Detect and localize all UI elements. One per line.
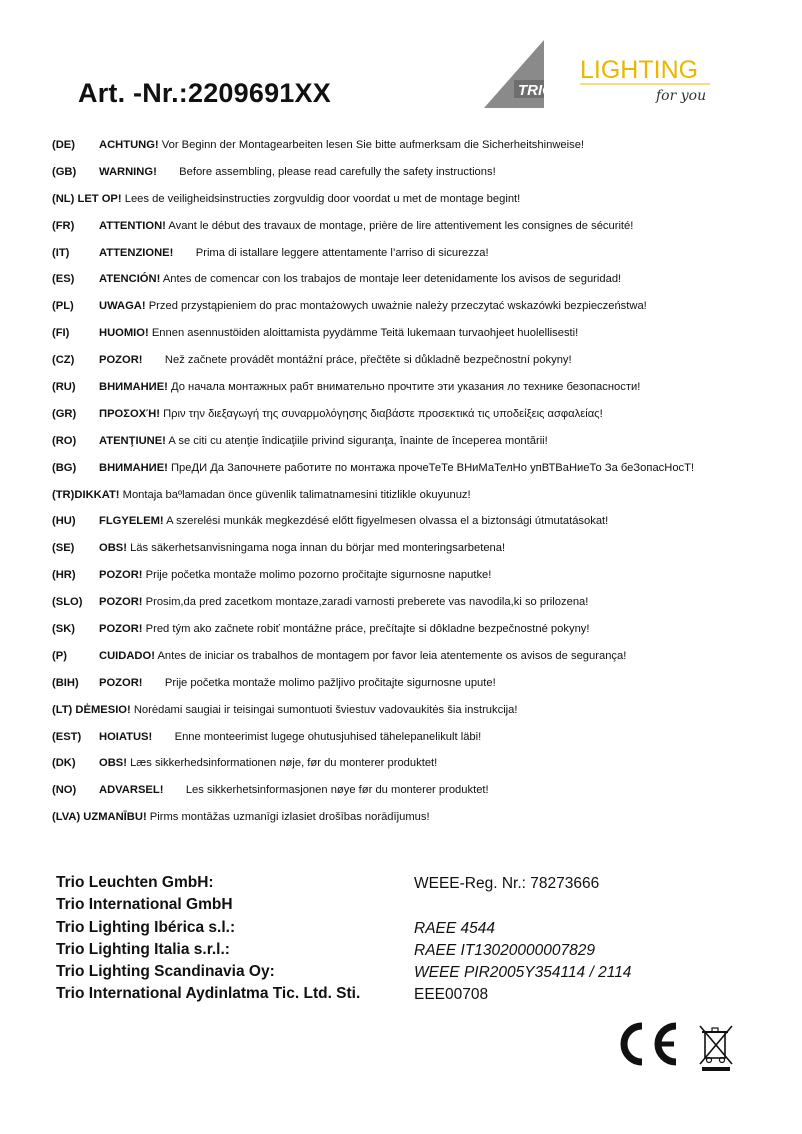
warning-word: ΠΡΟΣΟΧΉ!: [99, 407, 160, 420]
warning-line: [52, 703, 782, 730]
warning-line: [52, 649, 782, 676]
warning-line: [52, 353, 782, 380]
warning-text: До начала монтажных рабт внимательно прочтите эти указания ло технике безопасности!: [171, 381, 641, 394]
warning-text: Antes de comencar con los trabajos de montaje leer detenidamente los avisos de seguridad!: [162, 273, 622, 286]
warning-word: ATTENZIONE!: [99, 246, 174, 259]
warning-text: Ennen asennustöiden aloittamista pyydämme Teitä lukemaan turvaohjeet huolellisesti!: [151, 327, 579, 340]
language-code: (CZ): [52, 354, 75, 367]
warning-line: [52, 434, 782, 461]
warning-word: UWAGA!: [99, 300, 146, 313]
trio-lighting-logo: [484, 40, 744, 112]
company-item: Trio Lighting Italia s.r.l.:: [56, 940, 230, 958]
warning-word: ATENCIÓN!: [99, 273, 161, 286]
warning-word: POZOR!: [99, 623, 143, 636]
language-code: (BIH): [52, 676, 79, 689]
warning-word: UZMANĪBU!: [83, 811, 147, 824]
company-list: [56, 873, 396, 1007]
warning-line: [52, 299, 782, 326]
warning-word: POZOR!: [99, 569, 143, 582]
warning-word: POZOR!: [99, 354, 143, 367]
warning-word: POZOR!: [99, 676, 143, 689]
warning-text: Prije početka montaže molimo pozorno pročitajte sigurnosne naputke!: [145, 569, 492, 582]
warning-line: [52, 488, 782, 515]
warning-line: [52, 326, 782, 353]
warning-text: Vor Beginn der Montagearbeiten lesen Sie bitte aufmerksam die Sicherheitshinweise!: [161, 139, 585, 151]
warning-line: [52, 461, 782, 488]
warning-line: [52, 541, 782, 568]
warning-text: Læs sikkerhedsinformationen nøje, før du monterer produktet!: [130, 757, 438, 770]
language-code: (LVA): [52, 811, 81, 824]
language-code: (IT): [52, 246, 70, 259]
logo-tagline: for you: [656, 88, 707, 104]
warning-line: [52, 756, 782, 783]
company-item: Trio Leuchten GmbH:: [56, 874, 214, 891]
language-code: (DE): [52, 139, 75, 151]
warning-text: Prima di istallare leggere attentamente l’arriso di sicurezza!: [195, 246, 489, 259]
warning-word: DIKKAT!: [74, 488, 120, 501]
registration-spacer: [414, 896, 714, 918]
warning-word: DĖMESIO!: [75, 703, 131, 716]
language-code: (ES): [52, 273, 75, 286]
language-code: (BG): [52, 461, 77, 474]
safety-warnings-list: [52, 138, 782, 837]
warning-text: Przed przystąpieniem do prac montażowych uważnie należy przeczytać wskazówki bezpieczeństwa!: [148, 300, 647, 313]
warning-line: [52, 810, 782, 837]
warning-word: OBS!: [99, 757, 127, 770]
warning-word: WARNING!: [99, 165, 157, 178]
language-code: (SE): [52, 542, 75, 555]
warning-word: HUOMIO!: [99, 327, 149, 340]
warning-text: Before assembling, please read carefully the safety instructions!: [179, 165, 496, 178]
language-code: (SLO): [52, 596, 83, 609]
logo-brand: TRIO: [518, 82, 554, 99]
warning-text: Pred tým ako začnete robiť montážne práce, prečítajte si dôkladne bezpečnostné pokyny!: [145, 623, 590, 636]
language-code: (PL): [52, 300, 74, 313]
warning-line: [52, 407, 782, 434]
warning-text: Avant le début des travaux de montage, prière de lire attentivement les consignes de sécurité!: [168, 219, 634, 232]
language-code: (NL): [52, 192, 75, 205]
registration-item: WEEE PIR2005Y354114 / 2114: [414, 964, 632, 982]
language-code: (GR): [52, 407, 77, 420]
warning-word: FLGYELEM!: [99, 515, 164, 528]
warning-text: Prosim,da pred zacetkom montaze,zaradi varnosti preberete vas navodila,ki so prilozena!: [145, 596, 589, 609]
warning-word: ACHTUNG!: [99, 139, 159, 151]
language-code: (HU): [52, 515, 76, 528]
registration-item: EEE00708: [414, 986, 489, 1004]
warning-word: OBS!: [99, 542, 127, 555]
warning-text: A szerelési munkák megkezdésé előtt figyelmesen olvassa el a biztonsági útmutatásokat!: [166, 515, 609, 528]
warning-line: [52, 730, 782, 757]
warning-line: [52, 783, 782, 810]
warning-line: [52, 165, 782, 192]
language-code: (SK): [52, 623, 75, 636]
registration-item: WEEE-Reg. Nr.: 78273666: [414, 875, 600, 892]
registration-list: [414, 874, 714, 1008]
warning-word: HOIATUS!: [99, 730, 153, 743]
language-code: (P): [52, 649, 67, 662]
warning-word: ATENŢIUNE!: [99, 434, 166, 447]
warning-text: Než začnete provádět montážní práce, přečtěte si důkladně bezpečnostní pokyny!: [164, 354, 572, 367]
warning-text: Pirms montāžas uzmanīgi izlasiet drošības norādījumus!: [149, 811, 430, 824]
ce-mark-icon: [612, 1020, 680, 1068]
warning-word: ADVARSEL!: [99, 784, 164, 797]
warning-word: ВНИМАНИЕ!: [99, 381, 168, 394]
company-item: Trio Lighting Ibérica s.l.:: [56, 918, 236, 936]
warning-line: [52, 192, 782, 219]
warning-text: Prije početka montaže molimo pažljivo pročitajte sigurnosne upute!: [164, 676, 496, 689]
warning-line: [52, 272, 782, 299]
language-code: (EST): [52, 730, 82, 743]
language-code: (RO): [52, 434, 77, 447]
article-number: Art. -Nr.:2209691XX: [78, 78, 331, 108]
registration-item: RAEE IT13020000007829: [414, 941, 595, 959]
weee-bin-icon: [696, 1022, 736, 1072]
warning-word: POZOR!: [99, 596, 143, 609]
warning-line: [52, 514, 782, 541]
warning-line: [52, 622, 782, 649]
language-code: (TR): [52, 488, 75, 501]
warning-word: CUIDADO!: [99, 649, 155, 662]
warning-word: ATTENTION!: [99, 219, 166, 232]
logo-word: LIGHTING: [580, 56, 699, 84]
warning-line: [52, 246, 782, 273]
language-code: (GB): [52, 165, 77, 178]
warning-line: [52, 676, 782, 703]
language-code: (FI): [52, 327, 70, 340]
language-code: (HR): [52, 569, 76, 582]
warning-text: Les sikkerhetsinformasjonen nøye før du monterer produktet!: [185, 784, 489, 797]
company-item: Trio International Aydinlatma Tic. Ltd. Sti.: [56, 985, 361, 1003]
warning-line: [52, 219, 782, 246]
warning-line: [52, 595, 782, 622]
warning-text: Πριν την διεξαγωγή της συναρμολόγησης διαβάστε προσεκτικά τις υποδείξεις ασφαλείας!: [163, 407, 603, 420]
warning-line: [52, 380, 782, 407]
warning-text: A se citi cu atenţie îndicaţiile privind siguranţa, înainte de începerea montării!: [168, 434, 548, 447]
warning-text: Enne monteerimist lugege ohutusjuhised tähelepanelikult läbi!: [174, 730, 482, 743]
warning-line: [52, 568, 782, 595]
language-code: (NO): [52, 784, 77, 797]
language-code: (FR): [52, 219, 75, 232]
warning-text: Läs säkerhetsanvisningama noga innan du börjar med monteringsarbetena!: [130, 542, 506, 555]
warning-text: Montaja baºlamadan önce güvenlik talimatnamesini titizlikle okuyunuz!: [122, 488, 471, 501]
warning-word: LET OP!: [77, 192, 122, 205]
warning-line: [52, 138, 782, 165]
registration-item: RAEE 4544: [414, 919, 495, 937]
company-item: Trio International GmbH: [56, 896, 233, 914]
warning-text: Antes de iniciar os trabalhos de montagem por favor leia atentemente os avisos de segurança!: [157, 649, 627, 662]
company-item: Trio Lighting Scandinavia Oy:: [56, 963, 275, 981]
language-code: (RU): [52, 381, 76, 394]
language-code: (DK): [52, 757, 76, 770]
warning-text: Norėdami saugiai ir teisingai sumontuoti šviestuv vadovaukitės šia instrukcija!: [133, 703, 518, 716]
language-code: (LT): [52, 703, 73, 716]
warning-text: ПреДИ Да Започнете работите по монтажа прочеТеТе ВНиМаТелНо упВТВаНиеТо За беЗопасНосТ!: [171, 461, 695, 474]
warning-word: ВНИМАНИЕ!: [99, 461, 168, 474]
warning-text: Lees de veiligheidsinstructies zorgvuldig door voordat u met de montage begint!: [124, 192, 521, 205]
